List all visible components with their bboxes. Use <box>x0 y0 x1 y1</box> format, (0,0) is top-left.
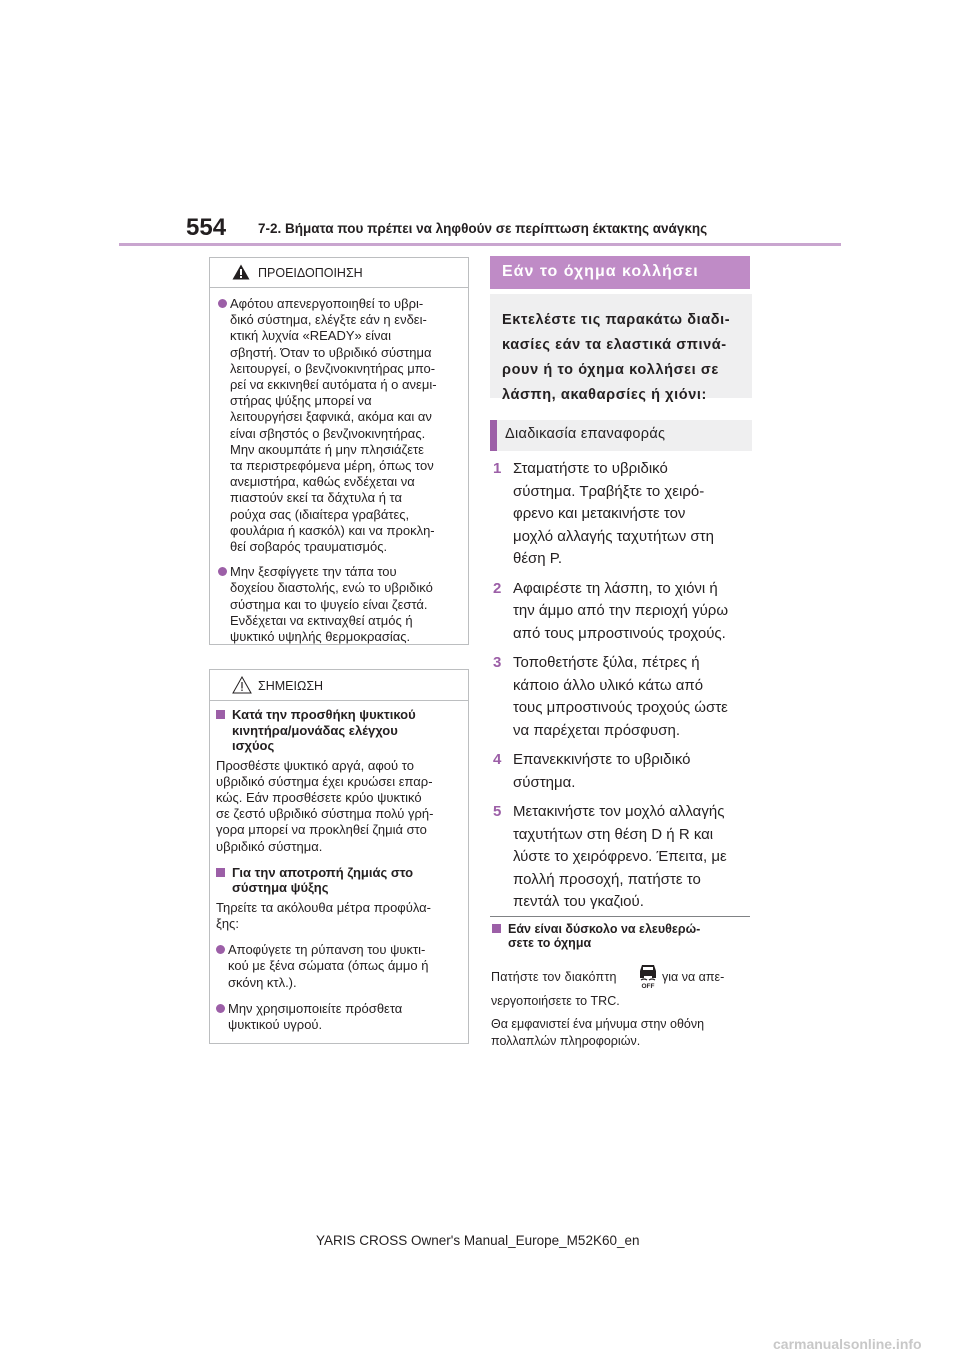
steps-list <box>493 458 755 921</box>
section-title: Εάν το όχημα κολλήσει <box>502 263 699 280</box>
note-header <box>210 670 468 701</box>
square-bullet <box>216 868 225 877</box>
bullet-dot <box>218 299 227 308</box>
warning-header <box>210 258 468 288</box>
step-number: 1 <box>493 460 502 477</box>
subsection-rule <box>490 916 750 917</box>
bullet-dot <box>218 567 227 576</box>
note-section-2-text: Τηρείτε τα ακόλουθα μέτρα προφύλα- ξης: <box>216 899 431 931</box>
step-text: Αφαιρέστε τη λάσπη, το χιόνι ή την άμμο από την περιοχή γύρω από τους μπροστινούς τροχούς. <box>513 579 729 642</box>
step-number: 2 <box>493 579 502 597</box>
note-item-text: Αποφύγετε τη ρύπανση του ψυκτι- κού με ξένα σώματα (όπως άμμο ή σκόνη κτλ.). <box>228 942 429 990</box>
section-banner <box>490 256 750 289</box>
warning-item-text: Μην ξεσφίγγετε την τάπα του δοχείου διαστολής, ενώ το υβριδικό σύστημα και το ψυγείο είναι ζεστά. Ενδέχεται να εκτιναχθεί ατμός ή ψυκτικό υψηλής θερμοκρασίας. <box>230 564 433 645</box>
step-number: 3 <box>493 654 502 671</box>
chapter-title: 7-2. Βήματα που πρέπει να ληφθούν σε περίπτωση έκτακτης ανάγκης <box>258 221 708 236</box>
square-bullet <box>492 924 501 933</box>
note-section-1-heading <box>216 707 460 754</box>
bullet-dot <box>216 1004 225 1013</box>
footer-text: YARIS CROSS Owner's Manual_Europe_M52K60_en <box>316 1233 640 1248</box>
trc-icon-label: OFF <box>641 983 655 989</box>
watermark: carmanualsonline.info <box>773 1336 922 1352</box>
note-item-2 <box>210 1001 460 1033</box>
note-item-1 <box>210 942 460 991</box>
step-text: Επανεκκινήστε το υβριδικό σύστημα. <box>513 751 691 791</box>
intro-box <box>490 294 752 403</box>
step-4 <box>493 749 755 794</box>
step-number: 4 <box>493 751 502 768</box>
step-2 <box>493 578 755 646</box>
intro-text: Εκτελέστε τις παρακάτω διαδι- κασίες εάν τα ελαστικά σπινά- ρουν ή το όχημα κολλήσει σε λάσπη, ακαθαρσίες ή χιόνι: <box>502 312 731 403</box>
note-box <box>209 669 469 1044</box>
procedure-heading <box>490 420 752 451</box>
heading-text: Κατά την προσθήκη ψυκτικού κινητήρα/μονάδας ελέγχου ισχύος <box>232 707 416 753</box>
step-text: Μετακινήστε τον μοχλό αλλαγής ταχυτήτων στη θέση D ή R και λύστε το χειρόφρενο. Έπειτα, με πολλή προσοχή, πατήστε το πεντάλ του γκαζιού. <box>513 803 727 910</box>
subsection-text-after-icon: για να απε- <box>662 970 725 984</box>
subsection-text-before-icon: Πατήστε τον διακόπτη <box>491 970 617 984</box>
note-item-text: Μην χρησιμοποιείτε πρόσθετα ψυκτικού υγρού. <box>228 1000 403 1032</box>
warning-triangle-icon <box>232 264 250 280</box>
step-5 <box>493 801 755 914</box>
square-bullet <box>216 710 225 719</box>
procedure-title: Διαδικασία επαναφοράς <box>505 426 666 442</box>
procedure-bar <box>490 420 497 451</box>
step-text: Τοποθετήστε ξύλα, πέτρες ή κάποιο άλλο υλικό κάτω από τους μπροστινούς τροχούς ώστε να παρέχεται πρόσφυση. <box>513 654 728 739</box>
warning-item-2 <box>212 564 462 645</box>
step-3 <box>493 652 755 742</box>
warning-item-1 <box>212 296 462 555</box>
subsection-text-line3: Θα εμφανιστεί ένα μήνυμα στην οθόνη πολλαπλών πληροφοριών. <box>491 1017 705 1048</box>
step-1 <box>493 458 755 571</box>
subsection-heading-text: Εάν είναι δύσκολο να ελευθερώ- σετε το όχημα <box>508 922 701 950</box>
warning-title: ΠΡΟΕΙΔΟΠΟΙΗΣΗ <box>258 266 363 280</box>
subsection-heading <box>492 922 752 950</box>
subsection-text-line2: νεργοποιήσετε το TRC. <box>491 994 620 1008</box>
warning-box <box>209 257 469 645</box>
warning-item-text: Αφότου απενεργοποιηθεί το υβρι- δικό σύστημα, ελέγξτε εάν η ενδει- κτική λυχνία «READY» είναι σβηστή. Όταν το υβριδικό σύστημα λειτουργεί, ο βενζινοκινητήρας μπο- ρεί να εκκινηθεί αυτόματα ή ο ανεμι- στήρας ψύξης μπορεί να λειτουργήσει ξαφνικά, ακόμα και αν είναι σβηστός ο βενζινοκινητήρας. Μην ακουμπάτε ή μην πλησιάζετε τα περιστρεφόμενα μέρη, όπως τον ανεμιστήρα, καθώς ενδέχεται να πιαστούν εκεί τα δάχτυλα ή τα ρούχα σας (ιδιαίτερα γραβάτες, φουλάρια ή κασκόλ) και να προκλη- θεί σοβαρός τραυματισμός. <box>230 296 437 555</box>
step-text: Σταματήστε το υβριδικό σύστημα. Τραβήξτε το χειρό- φρενο και μετακινήστε τον μοχλό αλλαγής ταχυτήτων στη θέση P. <box>513 460 714 567</box>
note-section-2-heading <box>216 865 460 896</box>
step-number: 5 <box>493 803 502 820</box>
note-title: ΣΗΜΕΙΩΣΗ <box>258 679 324 693</box>
heading-text: Για την αποτροπή ζημιάς στο σύστημα ψύξης <box>232 864 414 896</box>
trc-off-icon <box>637 961 659 989</box>
note-section-1-text: Προσθέστε ψυκτικό αργά, αφού το υβριδικό σύστημα έχει κρυώσει επαρ- κώς. Εάν προσθέσετε κρύο ψυκτικό σε ζεστό υβριδικό σύστημα πολύ γρή- γορα μπορεί να προκληθεί ζημιά στο υβριδικό σύστημα. <box>216 757 434 854</box>
caution-triangle-icon <box>232 676 252 694</box>
bullet-dot <box>216 945 225 954</box>
header-rule <box>119 243 841 246</box>
page-number: 554 <box>186 214 227 241</box>
